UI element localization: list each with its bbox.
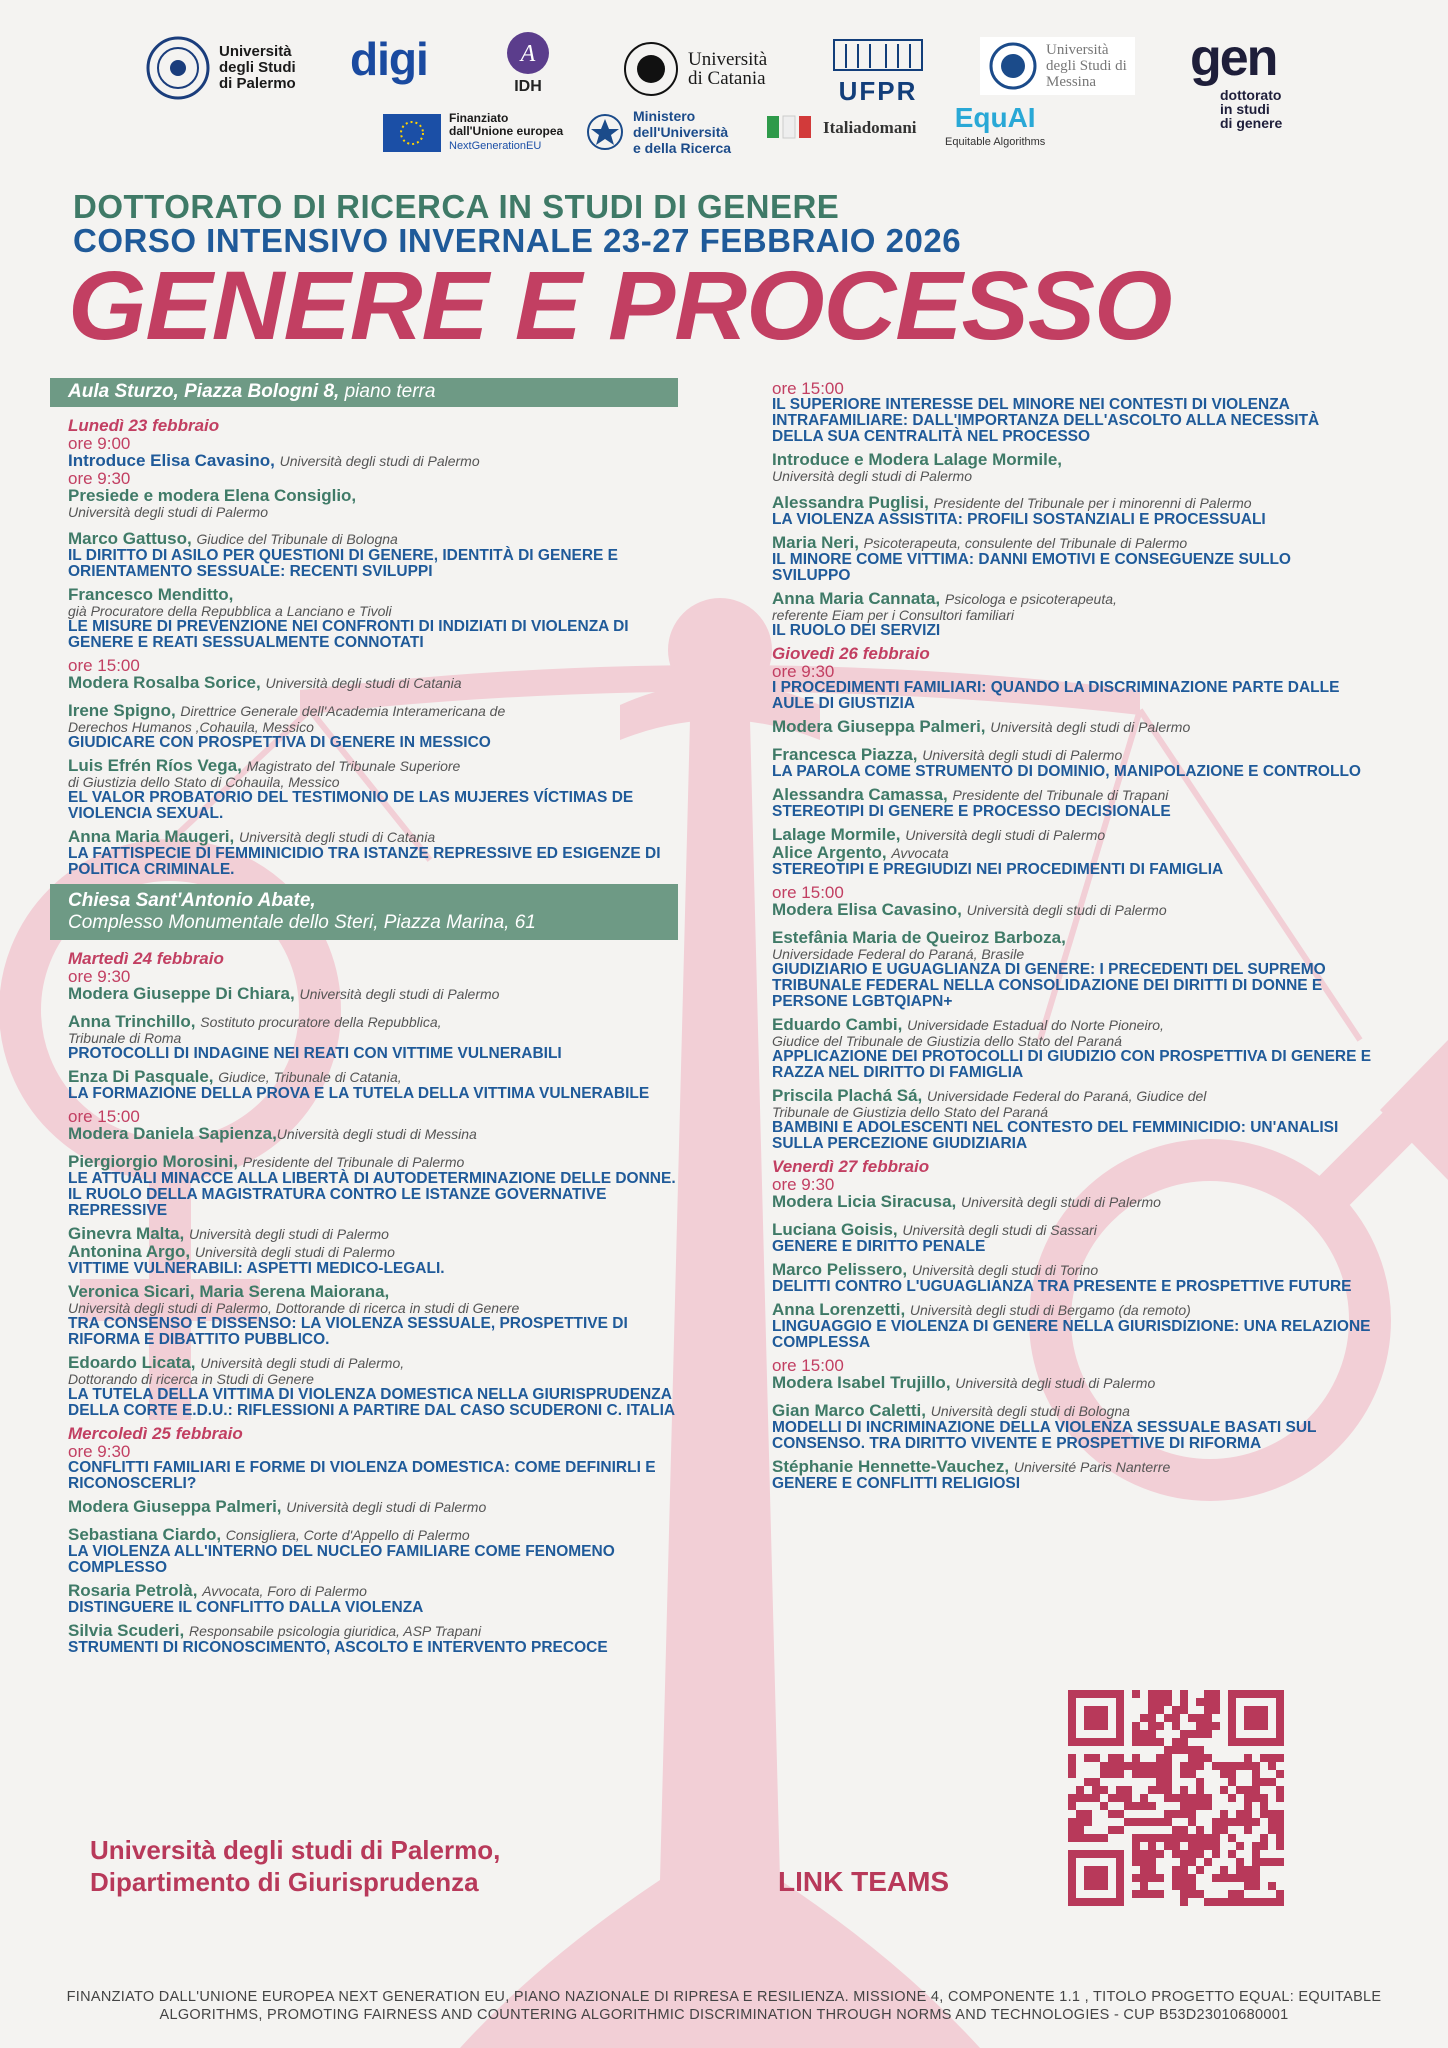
affiliation: Tribunale di Roma	[68, 1030, 182, 1046]
link-teams-label[interactable]: LINK TEAMS	[778, 1866, 950, 1897]
page-title: GENERE E PROCESSO	[68, 251, 1172, 360]
speaker: Modera Licia Siracusa, Università degli studi di Palermo	[772, 1192, 1161, 1211]
affiliation: Derechos Humanos ,Cohauila, Messico	[68, 719, 314, 735]
affiliation: referente Eiam per i Consultori familiari	[772, 607, 1014, 623]
eu-flag-icon	[383, 114, 441, 152]
speaker: Francesco Menditto,	[68, 585, 234, 604]
itdh-text: IDH	[514, 78, 542, 95]
speaker: Luciana Goisis, Università degli studi di Sassari	[772, 1220, 1097, 1239]
affiliation: Università degli studi di Palermo	[772, 468, 972, 484]
logo-mur	[585, 108, 731, 156]
unict-seal-icon	[622, 40, 680, 98]
affiliation: Universidade Federal do Paraná, Brasile	[772, 946, 1025, 962]
day-wednesday: Mercoledì 25 febbraio	[68, 1424, 243, 1443]
time-label: ore 9:30	[772, 662, 835, 681]
talk-title: STEREOTIPI E PREGIUDIZI NEI PROCEDIMENTI DI FAMIGLIA	[772, 861, 1224, 878]
speaker: Modera Giuseppa Palmeri, Università degli studi di Palermo	[772, 717, 1191, 736]
talk-title: IL RUOLO DELLA MAGISTRATURA CONTRO LE ISTANZE GOVERNATIVE REPRESSIVE	[68, 1186, 607, 1219]
affiliation: già Procuratore della Repubblica a Lanciano e Tivoli	[68, 603, 392, 619]
time-label: ore 15:00	[772, 379, 844, 398]
logo-italiadomani	[765, 110, 917, 144]
talk-title: DISTINGUERE IL CONFLITTO DALLA VIOLENZA	[68, 1599, 424, 1616]
speaker: Modera Daniela Sapienza,Università degli studi di Messina	[68, 1124, 477, 1143]
speaker: Veronica Sicari, Maria Serena Maiorana,	[68, 1282, 390, 1301]
speaker: Modera Rosalba Sorice, Università degli studi di Catania	[68, 673, 462, 692]
talk-title: GIUDICARE CON PROSPETTIVA DI GENERE IN MESSICO	[68, 734, 491, 751]
equai-subtitle: Equitable Algorithms	[945, 136, 1046, 148]
speaker: Modera Giuseppe Di Chiara, Università degli studi di Palermo	[68, 984, 500, 1003]
talk-title: LA VIOLENZA ALL'INTERNO DEL NUCLEO FAMILIARE COME FENOMENO COMPLESSO	[68, 1543, 615, 1576]
speaker: Priscila Plachá Sá, Universidade Federal do Paraná, Giudice del	[772, 1086, 1207, 1105]
speaker: Lalage Mormile, Università degli studi di Palermo	[772, 825, 1106, 844]
talk-title: DELITTI CONTRO L'UGUAGLIANZA TRA PRESENTE E PROSPETTIVE FUTURE	[772, 1278, 1352, 1295]
teams-qr-code[interactable]	[1068, 1690, 1284, 1906]
talk-title: STRUMENTI DI RICONOSCIMENTO, ASCOLTO E INTERVENTO PRECOCE	[68, 1639, 608, 1656]
logo-itdh	[505, 30, 551, 96]
speaker: Modera Giuseppa Palmeri, Università degli studi di Palermo	[68, 1497, 487, 1516]
time-label: ore 9:00	[68, 434, 131, 453]
italiadomani-icon	[765, 110, 815, 144]
talk-title: GIUDIZIARIO E UGUAGLIANZA DI GENERE: I PRECEDENTI DEL SUPREMO TRIBUNALE FEDERAL NELLA CONSOLIDAZIONE DEI DIRITTI DI DONNE E PERSONE LGBTQIAPN+	[772, 961, 1326, 1010]
talk-title: IL DIRITTO DI ASILO PER QUESTIONI DI GENERE, IDENTITÀ DI GENERE E ORIENTAMENTO SESSUALE: RECENTI SVILUPPI	[68, 547, 619, 580]
talk-title: GENERE E DIRITTO PENALE	[772, 1238, 986, 1255]
speaker: Modera Elisa Cavasino, Università degli studi di Palermo	[772, 900, 1167, 919]
time-label: ore 9:30	[772, 1175, 835, 1194]
talk-title: LE ATTUALI MINACCE ALLA LIBERTÀ DI AUTODETERMINAZIONE DELLE DONNE.	[68, 1170, 676, 1187]
speaker: Sebastiana Ciardo, Consigliera, Corte d'Appello di Palermo	[68, 1525, 470, 1544]
day-tuesday: Martedì 24 febbraio	[68, 949, 224, 968]
talk-title: EL VALOR PROBATORIO DEL TESTIMONIO DE LAS MUJERES VÍCTIMAS DE VIOLENCIA SEXUAL.	[68, 789, 634, 822]
heading-course: CORSO INTENSIVO INVERNALE 23-27 FEBBRAIO 2026	[73, 222, 962, 259]
speaker: Presiede e modera Elena Consiglio,	[68, 486, 357, 505]
affiliation: Università degli studi di Palermo, Dottorande di ricerca in studi di Genere	[68, 1300, 520, 1316]
partner-logos	[0, 0, 1448, 170]
speaker: Introduce Elisa Cavasino, Università degli studi di Palermo	[68, 451, 480, 470]
speaker: Anna Maria Maugeri, Università degli studi di Catania	[68, 827, 436, 846]
mur-text: Ministero dell'Università e della Ricerca	[633, 108, 732, 156]
talk-title: TRA CONSENSO E DISSENSO: LA VIOLENZA SESSUALE, PROSPETTIVE DI RIFORMA E DIBATTITO PUBBLICO.	[68, 1315, 628, 1348]
ufpr-wordmark: UFPR	[838, 76, 918, 106]
affiliation: di Giustizia dello Stato di Cohauila, Messico	[68, 774, 340, 790]
day-thursday: Giovedì 26 febbraio	[772, 644, 930, 663]
logo-eu	[383, 112, 563, 154]
speaker: Antonina Argo, Università degli studi di Palermo	[68, 1242, 395, 1261]
talk-title: LINGUAGGIO E VIOLENZA DI GENERE NELLA GIURISDIZIONE: UNA RELAZIONE COMPLESSA	[772, 1318, 1371, 1351]
talk-title: VITTIME VULNERABILI: ASPETTI MEDICO-LEGALI.	[68, 1260, 445, 1277]
program-right-column	[772, 380, 1372, 1498]
digi-wordmark: digi	[350, 33, 428, 85]
logo-unime	[980, 37, 1135, 95]
logo-unipa	[145, 35, 296, 101]
time-label: ore 15:00	[772, 1356, 844, 1375]
speaker: Edoardo Licata, Università degli studi di Palermo,	[68, 1353, 405, 1372]
speaker: Irene Spigno, Direttrice Generale dell'Academia Interamericana de	[68, 701, 506, 720]
organizer-department: Università degli studi di Palermo, Dipartimento di Giurisprudenza	[90, 1835, 501, 1897]
program-left-column	[68, 378, 678, 1662]
speaker: Alice Argento, Avvocata	[772, 843, 949, 862]
talk-title: LE MISURE DI PREVENZIONE NEI CONFRONTI DI INDIZIATI DI VIOLENZA DI GENERE E REATI SESSUALMENTE CONNOTATI	[68, 618, 629, 651]
session-title: CONFLITTI FAMILIARI E FORME DI VIOLENZA DOMESTICA: COME DEFINIRLI E RICONOSCERLI?	[68, 1459, 656, 1492]
speaker: Marco Pelissero, Università degli studi di Torino	[772, 1260, 1099, 1279]
speaker: Ginevra Malta, Università degli studi di Palermo	[68, 1224, 389, 1243]
speaker: Silvia Scuderi, Responsabile psicologia giuridica, ASP Trapani	[68, 1621, 482, 1640]
speaker: Anna Trinchillo, Sostituto procuratore della Repubblica,	[68, 1012, 442, 1031]
day-friday: Venerdì 27 febbraio	[772, 1157, 930, 1176]
day-monday: Lunedì 23 febbraio	[68, 416, 220, 435]
itdh-emblem-icon	[505, 30, 551, 76]
logo-digi	[350, 32, 428, 86]
talk-title: LA VIOLENZA ASSISTITA: PROFILI SOSTANZIALI E PROCESSUALI	[772, 511, 1266, 528]
speaker: Modera Isabel Trujillo, Università degli studi di Palermo	[772, 1373, 1156, 1392]
eu-subtext: NextGenerationEU	[449, 140, 542, 152]
affiliation: Università degli studi di Palermo	[68, 504, 268, 520]
talk-title: LA FATTISPECIE DI FEMMINICIDIO TRA ISTANZE REPRESSIVE ED ESIGENZE DI POLITICA CRIMINALE.	[68, 845, 661, 878]
eu-text: Finanziato dall'Unione europea	[449, 111, 564, 138]
speaker: Marco Gattuso, Giudice del Tribunale di Bologna	[68, 529, 398, 548]
talk-title: IL MINORE COME VITTIMA: DANNI EMOTIVI E CONSEGUENZE SULLO SVILUPPO	[772, 551, 1291, 584]
affiliation: Giudice del Tribunale de Giustizia dello Stato del Paraná	[772, 1033, 1122, 1049]
speaker: Anna Maria Cannata, Psicologa e psicoterapeuta,	[772, 589, 1117, 608]
speaker: Stéphanie Hennette-Vauchez, Université Paris Nanterre	[772, 1457, 1171, 1476]
equai-wordmark: EquAI	[954, 102, 1036, 133]
italiadomani-text: Italiadomani	[823, 117, 917, 137]
talk-title: STEREOTIPI DI GENERE E PROCESSO DECISIONALE	[772, 803, 1171, 820]
session-title: I PROCEDIMENTI FAMILIARI: QUANDO LA DISCRIMINAZIONE PARTE DALLE AULE DI GIUSTIZIA	[772, 679, 1340, 712]
speaker: Alessandra Puglisi, Presidente del Tribunale per i minorenni di Palermo	[772, 493, 1252, 512]
talk-title: IL RUOLO DEI SERVIZI	[772, 622, 941, 639]
gen-subtitle: dottorato in studi di genere	[1220, 87, 1283, 131]
time-label: ore 15:00	[772, 883, 844, 902]
unipa-seal-icon	[145, 35, 211, 101]
venue-steri: Chiesa Sant'Antonio Abate, Complesso Monumentale dello Steri, Piazza Marina, 61	[50, 884, 678, 940]
speaker: Gian Marco Caletti, Università degli studi di Bologna	[772, 1401, 1130, 1420]
speaker: Maria Neri, Psicoterapeuta, consulente del Tribunale di Palermo	[772, 533, 1188, 552]
ufpr-building-icon	[830, 34, 926, 74]
speaker: Alessandra Camassa, Presidente del Tribunale di Trapani	[772, 785, 1169, 804]
logo-unict	[622, 40, 767, 98]
talk-title: LA FORMAZIONE DELLA PROVA E LA TUTELA DELLA VITTIMA VULNERABILE	[68, 1085, 650, 1102]
talk-title: MODELLI DI INCRIMINAZIONE DELLA VIOLENZA SESSUALE BASATI SUL CONSENSO. TRA DIRITTO VIVENTE E PROSPETTIVE DI RIFORMA	[772, 1419, 1317, 1452]
unict-name: Università di Catania	[688, 49, 768, 89]
venue-aula-sturzo: Aula Sturzo, Piazza Bologni 8, piano terra	[50, 378, 678, 407]
speaker: Piergiorgio Morosini, Presidente del Tribunale di Palermo	[68, 1152, 465, 1171]
unime-seal-icon	[988, 41, 1038, 91]
time-label: ore 9:30	[68, 967, 131, 986]
talk-title: APPLICAZIONE DEI PROTOCOLLI DI GIUDIZIO CON PROSPETTIVA DI GENERE E RAZZA NEL DIRITTO DI FAMIGLIA	[772, 1048, 1372, 1081]
speaker: Luis Efrén Ríos Vega, Magistrato del Tribunale Superiore	[68, 756, 461, 775]
logo-equai	[945, 102, 1045, 148]
heading-doctorate: DOTTORATO DI RICERCA IN STUDI DI GENERE	[73, 188, 840, 225]
speaker: Enza Di Pasquale, Giudice, Tribunale di Catania,	[68, 1067, 402, 1086]
gen-wordmark: gen	[1190, 29, 1277, 87]
affiliation: Dottorando di ricerca in Studi di Genere	[68, 1371, 314, 1387]
speaker: Francesca Piazza, Università degli studi di Palermo	[772, 745, 1123, 764]
svg-text:A: A	[520, 41, 536, 67]
session-title: IL SUPERIORE INTERESSE DEL MINORE NEI CONTESTI DI VIOLENZA INTRAFAMILIARE: DALL'IMPORTANZA DELL'ASCOLTO ALLA NECESSITÀ DELLA SUA CENTRALITÀ NEL PROCESSO	[772, 396, 1320, 445]
logo-gen	[1190, 28, 1282, 130]
time-label: ore 15:00	[68, 656, 140, 675]
unime-name: Università degli Studi di Messina	[1046, 42, 1127, 90]
time-label: ore 15:00	[68, 1107, 140, 1126]
speaker: Estefânia Maria de Queiroz Barboza,	[772, 928, 1066, 947]
speaker: Rosaria Petrolà, Avvocata, Foro di Palermo	[68, 1581, 367, 1600]
talk-title: BAMBINI E ADOLESCENTI NEL CONTESTO DEL FEMMINICIDIO: UN'ANALISI SULLA PERCEZIONE GIUDIZIARIA	[772, 1119, 1339, 1152]
speaker: Anna Lorenzetti, Università degli studi di Bergamo (da remoto)	[772, 1300, 1191, 1319]
mur-emblem-icon	[585, 112, 625, 152]
time-label: ore 9:30	[68, 1442, 131, 1461]
talk-title: PROTOCOLLI DI INDAGINE NEI REATI CON VITTIME VULNERABILI	[68, 1045, 562, 1062]
talk-title: GENERE E CONFLITTI RELIGIOSI	[772, 1475, 1021, 1492]
logo-ufpr	[830, 34, 926, 107]
talk-title: LA TUTELA DELLA VITTIMA DI VIOLENZA DOMESTICA NELLA GIURISPRUDENZA DELLA CORTE E.D.U.: RIFLESSIONI A PARTIRE DAL CASO SCUDERONI C. ITALIA	[68, 1386, 676, 1419]
speaker: Eduardo Cambi, Universidade Estadual do Norte Pioneiro,	[772, 1015, 1164, 1034]
time-label: ore 9:30	[68, 469, 131, 488]
speaker: Introduce e Modera Lalage Mormile,	[772, 450, 1063, 469]
funding-notice: FINANZIATO DALL'UNIONE EUROPEA NEXT GENERATION EU, PIANO NAZIONALE DI RIPRESA E RESILIENZA. MISSIONE 4, COMPONENTE 1.1 , TITOLO PROGETTO EQUAL: EQUITABLE ALGORITHMS, PROMOTING FAIRNESS AND COUNTERING ALGORITHMIC DISCRIMINATION THROUGH NORMS AND TECHNOLOGIES - CUP B53D23010680001	[66, 1989, 1382, 2023]
affiliation: Tribunale de Giustizia dello Stato del Paraná	[772, 1104, 1049, 1120]
unipa-name: Università degli Studi di Palermo	[219, 43, 296, 92]
talk-title: LA PAROLA COME STRUMENTO DI DOMINIO, MANIPOLAZIONE E CONTROLLO	[772, 763, 1361, 780]
